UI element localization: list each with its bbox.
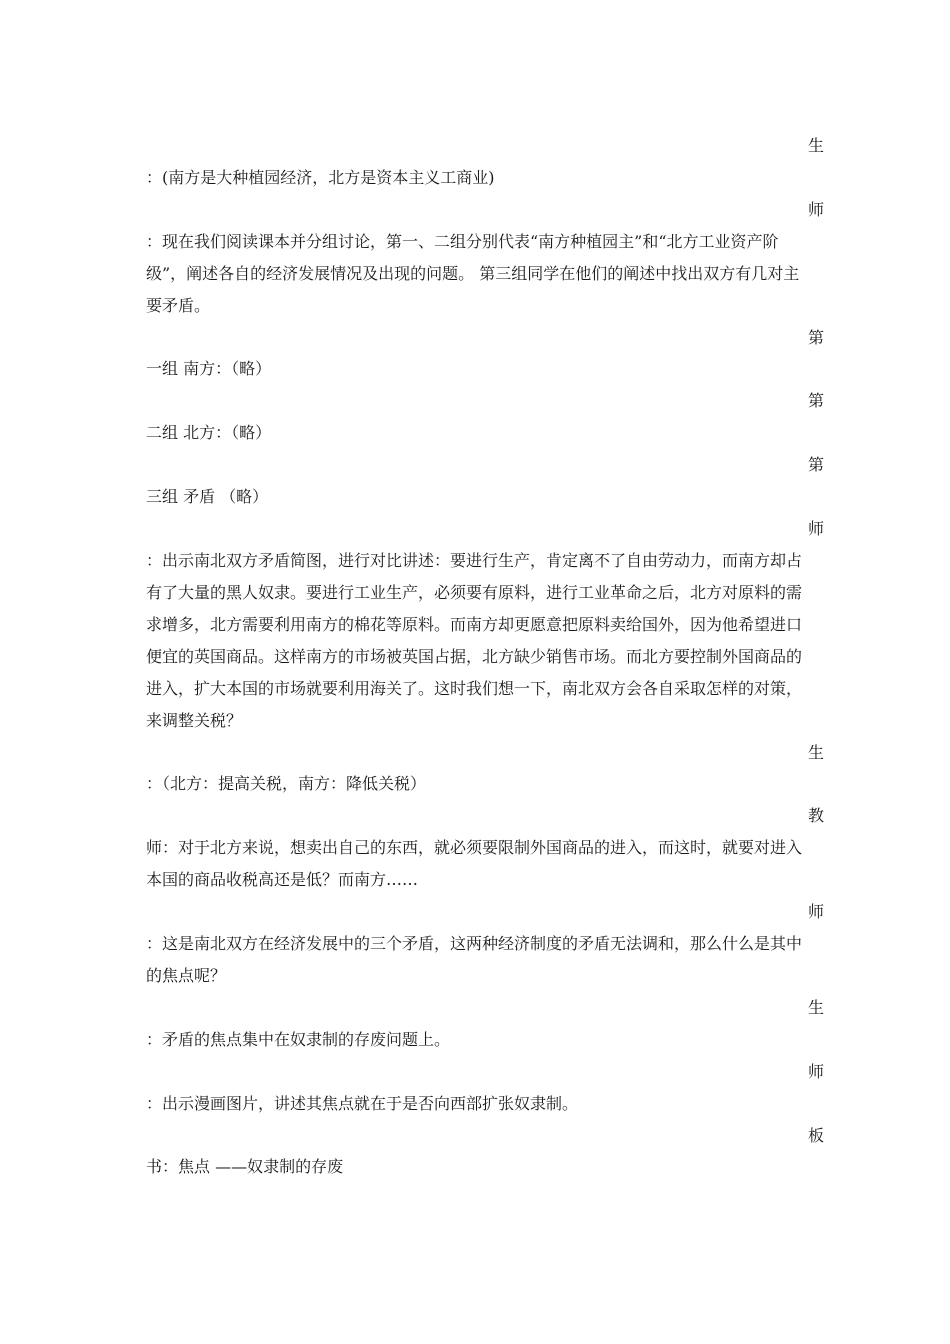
speaker-marker: 生 [808, 743, 825, 762]
speaker-marker: 教 [808, 806, 825, 825]
dialogue-text: ：（北方：提高关税，南方：降低关税） [146, 774, 427, 793]
speaker-marker: 师 [808, 902, 825, 921]
dialogue-text: 二组 北方：（略） [146, 423, 272, 442]
speaker-marker: 第 [808, 455, 825, 474]
dialogue-text: ：这是南北双方在经济发展中的三个矛盾，这两种经济制度的矛盾无法调和，那么什么是其中的焦点呢？ [146, 934, 803, 985]
speaker-marker: 师 [808, 1062, 825, 1081]
speaker-marker: 生 [808, 998, 825, 1017]
dialogue-text: 书：焦点 ——奴隶制的存废 [146, 1157, 344, 1176]
speaker-marker: 师 [808, 200, 825, 219]
dialogue-text: ：矛盾的焦点集中在奴隶制的存废问题上。 [146, 1030, 451, 1049]
speaker-marker: 师 [808, 519, 825, 538]
speaker-marker: 生 [808, 136, 825, 155]
dialogue-text: ：(南方是大种植园经济，北方是资本主义工商业) [146, 168, 495, 187]
dialogue-text: 三组 矛盾 （略） [146, 487, 269, 506]
speaker-marker: 第 [808, 328, 825, 347]
dialogue-text: 一组 南方：（略） [146, 359, 272, 378]
dialogue-text: ：出示漫画图片，讲述其焦点就在于是否向西部扩张奴隶制。 [146, 1094, 579, 1113]
speaker-marker: 第 [808, 391, 825, 410]
dialogue-text: ：出示南北双方矛盾简图，进行对比讲述：要进行生产，肯定离不了自由劳动力，而南方却占有了大量的黑人奴隶。要进行工业生产，必须要有原料，进行工业革命之后，北方对原料的需求增多，北方需要利用南方的棉花等原料。而南方却更愿意把原料卖给国外，因为他希望进口便宜的英国商品。这样南方的市场被英国占据，北方缺少销售市场。而北方要控制外国商品的进入，扩大本国的市场就要利用海关了。这时我们想一下，南北双方会各自采取怎样的对策，来调整关税？ [146, 551, 803, 730]
dialogue-text: ：现在我们阅读课本并分组讨论，第一、二组分别代表“南方种植园主”和“北方工业资产阶级”，阐述各自的经济发展情况及出现的问题。 第三组同学在他们的阐述中找出双方有几对主要矛盾。 [146, 232, 800, 315]
speaker-marker: 板 [808, 1126, 825, 1145]
dialogue-text: 师：对于北方来说，想卖出自己的东西，就必须要限制外国商品的进入，而这时，就要对进入本国的商品收税高还是低？而南方…… [146, 838, 803, 889]
